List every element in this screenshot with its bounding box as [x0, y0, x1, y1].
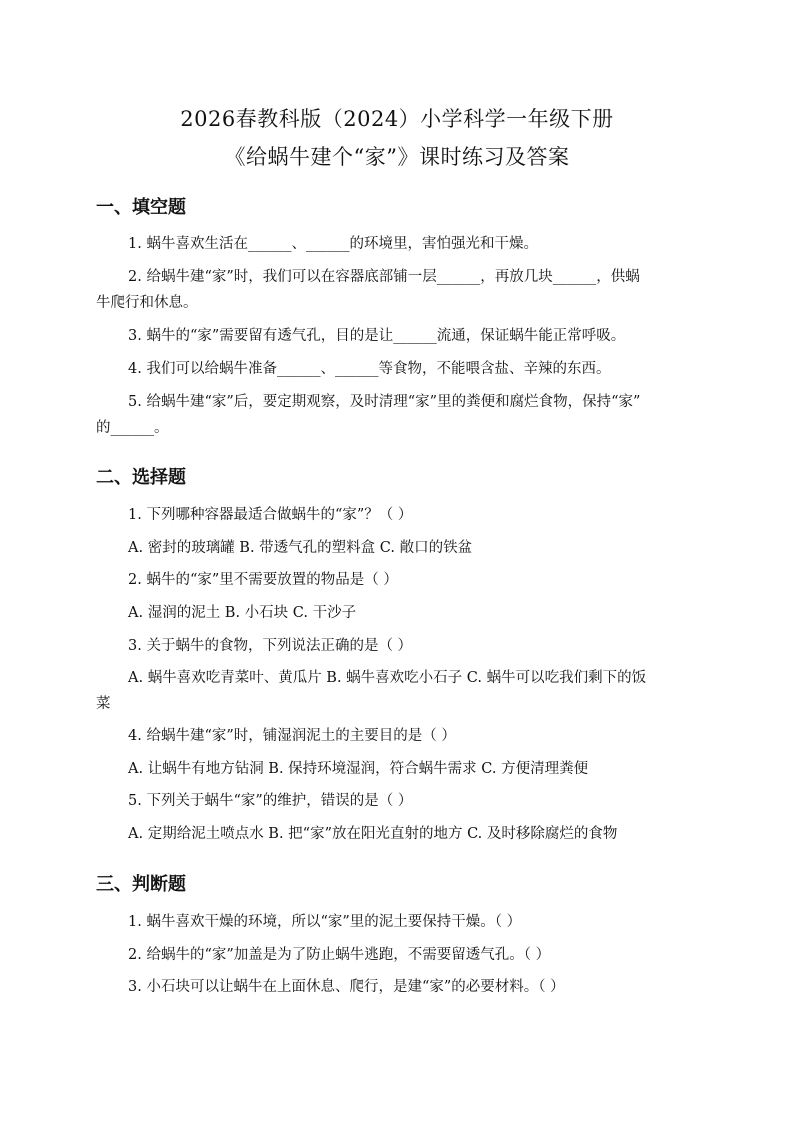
choice-question-2-options: A. 湿润的泥土 B. 小石块 C. 干沙子 — [128, 605, 357, 621]
fill-question-5-continued: 的______。 — [96, 420, 169, 436]
section-heading-judge: 三、判断题 — [96, 874, 186, 895]
choice-question-1-options: A. 密封的玻璃罐 B. 带透气孔的塑料盒 C. 敞口的铁盆 — [128, 540, 473, 556]
choice-question-4-options: A. 让蜗牛有地方钻洞 B. 保持环境湿润，符合蜗牛需求 C. 方便清理粪便 — [128, 761, 589, 777]
choice-question-4: 4. 给蜗牛建“家”时，铺湿润泥土的主要目的是（ ） — [128, 728, 456, 744]
page-title-line1: 2026春教科版（2024）小学科学一年级下册 — [180, 107, 614, 131]
fill-question-3: 3. 蜗牛的“家”需要留有透气孔，目的是让______流通，保证蜗牛能正常呼吸。 — [128, 328, 626, 344]
choice-question-2: 2. 蜗牛的“家”里不需要放置的物品是（ ） — [128, 572, 398, 588]
choice-question-1: 1. 下列哪种容器最适合做蜗牛的“家”？（ ） — [128, 507, 413, 523]
section-heading-fill: 一、填空题 — [96, 197, 186, 218]
choice-question-3-options-continued: 菜 — [96, 696, 111, 712]
page-title-line2: 《给蜗牛建个“家”》课时练习及答案 — [224, 145, 570, 169]
fill-question-4: 4. 我们可以给蜗牛准备______、______等食物，不能喂含盐、辛辣的东西。 — [128, 361, 611, 377]
judge-question-2: 2. 给蜗牛的“家”加盖是为了防止蜗牛逃跑，不需要留透气孔。（ ） — [128, 947, 551, 963]
fill-question-2: 2. 给蜗牛建“家”时，我们可以在容器底部铺一层______，再放几块______，供蜗 — [128, 269, 640, 285]
choice-question-5: 5. 下列关于蜗牛“家”的维护，错误的是（ ） — [128, 793, 413, 809]
fill-question-1: 1. 蜗牛喜欢生活在______、______的环境里，害怕强光和干燥。 — [128, 236, 538, 252]
choice-question-5-options: A. 定期给泥土喷点水 B. 把“家”放在阳光直射的地方 C. 及时移除腐烂的食物 — [128, 826, 618, 842]
section-heading-choice: 二、选择题 — [96, 467, 186, 488]
judge-question-1: 1. 蜗牛喜欢干燥的环境，所以“家”里的泥土要保持干燥。（ ） — [128, 914, 522, 930]
fill-question-2-continued: 牛爬行和休息。 — [96, 295, 198, 311]
fill-question-5: 5. 给蜗牛建“家”后，要定期观察，及时清理“家”里的粪便和腐烂食物，保持“家” — [128, 394, 641, 410]
judge-question-3: 3. 小石块可以让蜗牛在上面休息、爬行，是建“家”的必要材料。（ ） — [128, 979, 565, 995]
choice-question-3-options: A. 蜗牛喜欢吃青菜叶、黄瓜片 B. 蜗牛喜欢吃小石子 C. 蜗牛可以吃我们剩下的饭 — [128, 670, 647, 686]
choice-question-3: 3. 关于蜗牛的食物，下列说法正确的是（ ） — [128, 638, 413, 654]
